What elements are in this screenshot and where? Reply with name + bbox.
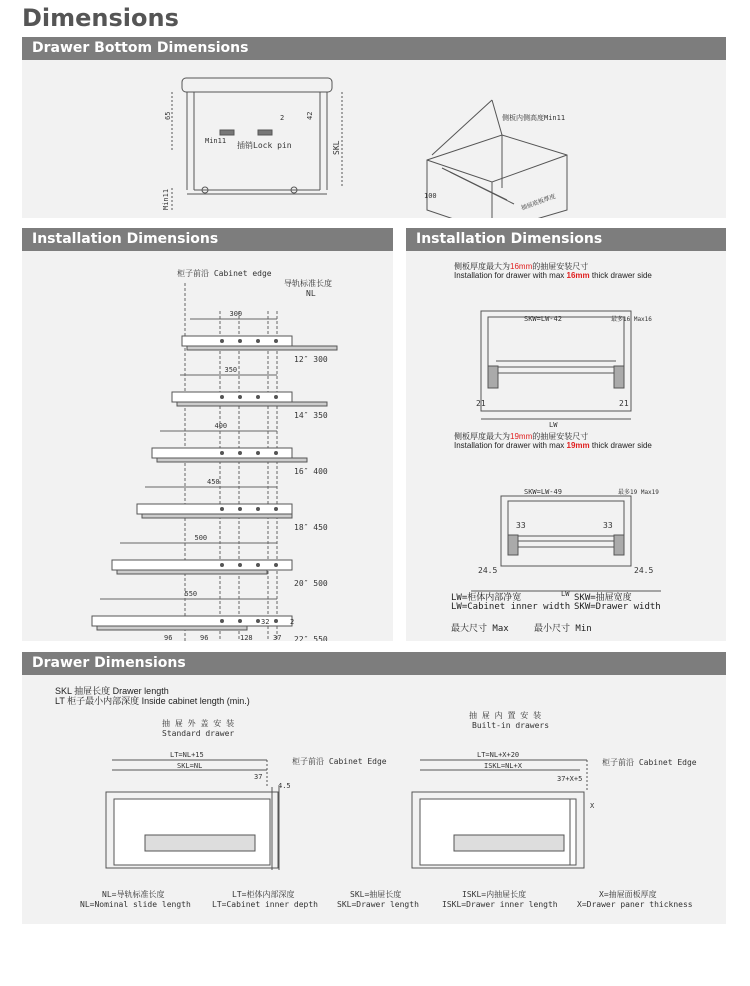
std-cn: 抽 屉 外 盖 安 装 (162, 719, 235, 728)
slide-hole (220, 507, 224, 511)
slide-inner (97, 626, 247, 630)
slide-inner (177, 402, 327, 406)
bi-en: Built-in drawers (472, 721, 550, 730)
slide-hole (220, 395, 224, 399)
drawer-dimensions-panel (22, 652, 726, 924)
lw16-label: LW (549, 421, 558, 429)
dim-96a: 96 (164, 634, 173, 641)
d45-label: 4.5 (278, 782, 291, 790)
d42-label: 42 (306, 111, 314, 120)
page-title: Dimensions (22, 4, 179, 32)
skw16-label: SKW=LW-42 (524, 315, 562, 323)
slide-size-label: 12″ 300 (294, 355, 328, 364)
leg-x-en: X=Drawer paner thickness (577, 900, 693, 909)
cabinet-edge-label: 柜子前沿 Cabinet edge (177, 269, 272, 278)
slide-hole (256, 507, 260, 511)
installation-right-panel (406, 228, 726, 641)
slide-hole (220, 619, 224, 623)
slide-hole (256, 395, 260, 399)
d37x-label: 37+X+5 (557, 775, 583, 783)
installation-left-header: Installation Dimensions (22, 228, 393, 251)
nl-label: NL (306, 289, 316, 298)
slide-size-label: 22″ 550 (294, 635, 328, 641)
edge1-label: 柜子前沿 Cabinet Edge (292, 757, 387, 766)
side-height-note: 侧板内侧高度Min11 (502, 114, 566, 122)
installation-right-header: Installation Dimensions (406, 228, 726, 251)
slide-rail (112, 560, 292, 570)
d245b-label: 24.5 (634, 566, 654, 575)
legend-max: 最大尺寸 Max (451, 624, 509, 634)
nl-label-cn: 导轨标准长度 (284, 279, 332, 288)
slide-hole (256, 619, 260, 623)
iskl-label: ISKL=NL+X (484, 762, 522, 770)
d37-label: 37 (254, 773, 263, 781)
slide-row (182, 310, 337, 364)
d33b-label: 33 (603, 521, 613, 530)
slide-hole (238, 339, 242, 343)
installation-right-figures (406, 251, 726, 641)
cabinet-19 (501, 496, 631, 566)
bottom-thickness-note: 抽屉底板厚度 (520, 192, 557, 212)
note19-cn: 侧板厚度最大为19mm的抽屉安装尺寸 (454, 432, 589, 441)
d33a-label: 33 (516, 521, 526, 530)
slide-size-label: 20″ 500 (294, 579, 328, 588)
slide-hole (274, 395, 278, 399)
note19-en: Installation for drawer with max 19mm thick drawer side (454, 441, 652, 450)
drawer-dimensions-header: Drawer Dimensions (22, 652, 726, 675)
d100-label: 100 (424, 192, 437, 200)
min11b-label: Min11 (162, 188, 170, 210)
skl-label: SKL (332, 140, 341, 155)
skl1-label: SKL=NL (177, 762, 203, 770)
slide-hole (274, 451, 278, 455)
slide-inner (142, 514, 292, 518)
d65-label: 65 (164, 111, 172, 120)
min11-label: Min11 (205, 137, 227, 145)
note16-en: Installation for drawer with max 16mm thick drawer side (454, 271, 652, 280)
legend-skw-cn: SKW=抽屉宽度 (574, 593, 632, 603)
slide-hole (256, 339, 260, 343)
legend-lw-cn: LW=柜体内部净宽 (451, 593, 522, 603)
max19-label: 最多19 Max19 (618, 489, 659, 496)
std-en: Standard drawer (162, 729, 235, 738)
slide-hole (256, 563, 260, 567)
slide-row (137, 478, 328, 532)
drawer-top-rail (182, 78, 332, 92)
slide-rail (137, 504, 292, 514)
slide-length-label: 500 (194, 534, 208, 542)
legend-lw-en: LW=Cabinet inner width (451, 602, 571, 612)
legend-skw-en: SKW=Drawer width (574, 602, 661, 612)
slide-hole (238, 619, 242, 623)
slide-inner (157, 458, 307, 462)
skw19-label: SKW=LW-49 (524, 488, 562, 496)
slide-row (172, 366, 328, 420)
slide-size-label: 18″ 450 (294, 523, 328, 532)
dim-128: 128 (240, 634, 253, 641)
slide-size-label: 14″ 350 (294, 411, 328, 420)
drawer-dimensions-figures (22, 675, 726, 924)
x-label: X (590, 802, 595, 810)
lock-pin-label: 插销Lock pin (237, 141, 292, 150)
slide-length-label: 400 (214, 422, 228, 430)
dim-32: 32 (261, 618, 270, 626)
d2-label: 2 (280, 114, 285, 122)
leg-nl-en: NL=Nominal slide length (80, 900, 191, 909)
d21a-label: 21 (476, 399, 486, 408)
edge2-label: 柜子前沿 Cabinet Edge (602, 758, 697, 767)
lt2-label: LT=NL+X+20 (477, 751, 520, 759)
slide-hole (238, 507, 242, 511)
slide-row (92, 590, 328, 641)
slide-hole (274, 563, 278, 567)
slide-hole (238, 451, 242, 455)
slide-inner (187, 346, 337, 350)
leg-iskl-en: ISKL=Drawer inner length (442, 900, 558, 909)
slide-length-drawing (22, 251, 393, 641)
slide-hole (220, 339, 224, 343)
leg-skl-cn: SKL=抽屉长度 (350, 890, 402, 899)
slide-length-label: 300 (229, 310, 243, 318)
slide-inner (117, 570, 267, 574)
drawer-dimension-drawings (22, 675, 726, 924)
bi-cn: 抽 屉 内 置 安 装 (469, 711, 542, 720)
lw19-label: LW (561, 590, 570, 598)
d21b-label: 21 (619, 399, 629, 408)
slide-hole (220, 563, 224, 567)
leg-iskl-cn: ISKL=内抽屉长度 (462, 890, 527, 899)
leg-lt-en: LT=Cabinet inner depth (212, 900, 318, 909)
slide-hole (220, 451, 224, 455)
slide-hole (238, 395, 242, 399)
drawer-3d-outline (427, 135, 567, 218)
installation-left-panel (22, 228, 393, 641)
slide-hole (256, 451, 260, 455)
dim-2: 2 (290, 618, 295, 626)
drawer-bottom-panel (22, 37, 726, 218)
slide-hole (274, 619, 278, 623)
dim-96b: 96 (200, 634, 209, 641)
drawer-bottom-header: Drawer Bottom Dimensions (22, 37, 726, 60)
leg-skl-en: SKL=Drawer length (337, 900, 419, 909)
slide-hole (238, 563, 242, 567)
slide-hole (274, 507, 278, 511)
leg-x-cn: X=抽屉面板厚度 (599, 890, 657, 899)
legend-min: 最小尺寸 Min (534, 624, 592, 634)
lt1-label: LT=NL+15 (170, 751, 204, 759)
slide-row (152, 422, 328, 476)
slide-length-label: 350 (224, 366, 238, 374)
installation-left-figure (22, 251, 393, 641)
dim-37: 37 (273, 634, 282, 641)
slide-length-label: 550 (184, 590, 198, 598)
drawer-bottom-figures (22, 60, 726, 218)
slide-length-label: 450 (207, 478, 220, 486)
max16-label: 最多16 Max16 (611, 316, 652, 323)
lt-line: LT 柜子最小内部深度 Inside cabinet length (min.) (55, 696, 250, 706)
skl-line: SKL 抽屉长度 Drawer length (55, 686, 169, 696)
d245a-label: 24.5 (478, 566, 498, 575)
leg-nl-cn: NL=导轨标准长度 (102, 890, 165, 899)
slide-size-label: 16″ 400 (294, 467, 328, 476)
slide-hole (274, 339, 278, 343)
note16-cn: 侧板厚度最大为16mm的抽屉安装尺寸 (454, 262, 589, 271)
drawer-bottom-drawing (22, 60, 726, 218)
leg-lt-cn: LT=柜体内部深度 (232, 890, 295, 899)
